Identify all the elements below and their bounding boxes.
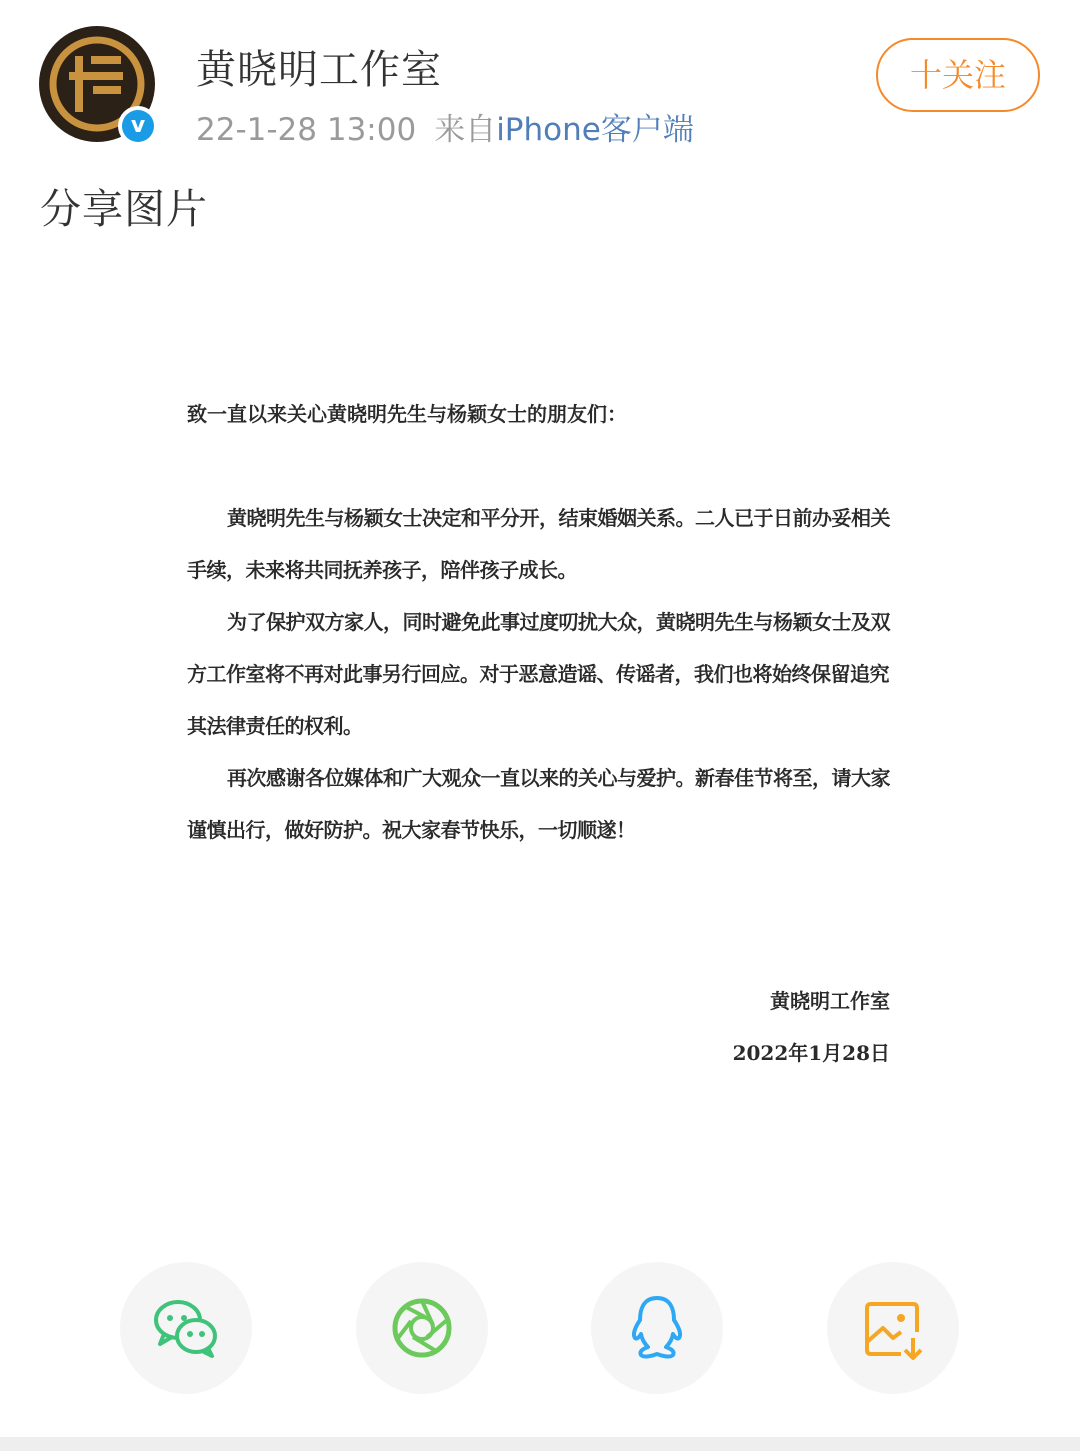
bottom-divider bbox=[0, 1437, 1080, 1451]
share-wechat-button[interactable] bbox=[120, 1262, 252, 1394]
author-name[interactable]: 黄晓明工作室 bbox=[196, 47, 442, 93]
qq-icon bbox=[621, 1292, 693, 1364]
share-moments-button[interactable] bbox=[356, 1262, 488, 1394]
share-qq-button[interactable] bbox=[591, 1262, 723, 1394]
post-time: 22-1-28 13:00 bbox=[196, 112, 417, 148]
post-header bbox=[0, 0, 1080, 160]
letter-signature: 黄晓明工作室 bbox=[770, 989, 890, 1013]
wechat-icon bbox=[150, 1292, 222, 1364]
save-image-icon bbox=[857, 1292, 929, 1364]
letter-signature-block bbox=[600, 975, 890, 1079]
verified-icon: v bbox=[122, 110, 154, 142]
letter-paragraph: 为了保护双方家人，同时避免此事过度叨扰大众，黄晓明先生与杨颖女士及双方工作室将不再对此事另行回应。对于恶意造谣、传谣者，我们也将始终保留追究其法律责任的权利。 bbox=[187, 610, 890, 738]
post-text: 分享图片 bbox=[40, 185, 208, 233]
shared-image[interactable] bbox=[0, 250, 1080, 1250]
verified-badge bbox=[118, 106, 158, 146]
letter-paragraph: 再次感谢各位媒体和广大观众一直以来的关心与爱护。新春佳节将至，请大家谨慎出行，做好防护。祝大家春节快乐，一切顺遂！ bbox=[187, 766, 890, 842]
source-prefix: 来自 bbox=[434, 112, 497, 148]
letter-greeting: 致一直以来关心黄晓明先生与杨颖女士的朋友们： bbox=[187, 402, 627, 426]
letter-paragraph: 黄晓明先生与杨颖女士决定和平分开，结束婚姻关系。二人已于日前办妥相关手续，未来将共同抚养孩子，陪伴孩子成长。 bbox=[187, 506, 890, 582]
share-bar bbox=[0, 1258, 1080, 1398]
statement-letter bbox=[187, 388, 891, 856]
save-image-button[interactable] bbox=[827, 1262, 959, 1394]
follow-button[interactable]: 十关注 bbox=[876, 38, 1040, 112]
letter-date: 2022年1月28日 bbox=[732, 1041, 890, 1065]
post-meta bbox=[196, 104, 694, 149]
source-device[interactable]: iPhone客户端 bbox=[496, 112, 694, 148]
moments-icon bbox=[386, 1292, 458, 1364]
